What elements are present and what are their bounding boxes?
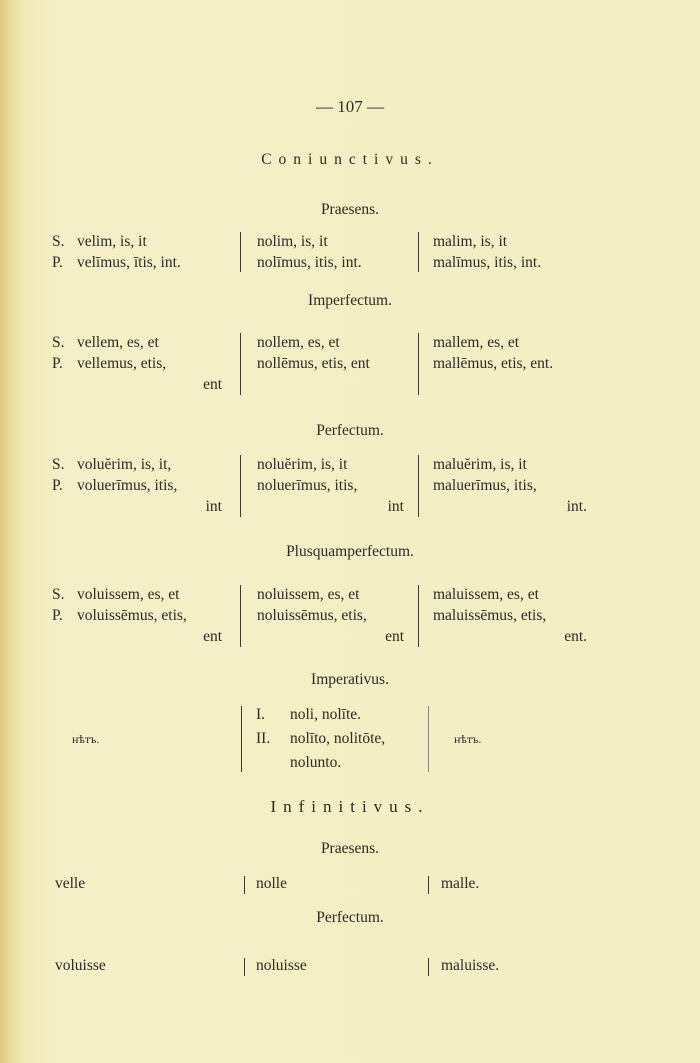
imperativus-nolle-text: noli, nolīte. <box>290 706 362 723</box>
imperativus-nolle-text: nolunto. <box>290 754 342 771</box>
column-divider <box>418 585 419 647</box>
column-divider <box>428 876 429 894</box>
column-divider <box>418 232 419 272</box>
form-malle: maluĕrim, is, it <box>433 456 527 473</box>
form-nolle: nollēmus, etis, ent <box>257 355 370 372</box>
form-malle: maluerīmus, itis, <box>433 477 537 494</box>
form-velle: vellem, es, et <box>77 334 159 351</box>
imperativus-nolle-text: nolīto, nolitōte, <box>290 730 386 747</box>
form-velle: voluissem, es, et <box>77 586 180 603</box>
column-divider <box>240 232 241 272</box>
tense-heading: Perfectum. <box>316 422 384 439</box>
form-velle: velim, is, it <box>77 233 147 250</box>
column-divider <box>244 876 245 894</box>
column-divider <box>428 958 429 976</box>
section-heading-coniunctivus: Coniunctivus. <box>261 151 439 168</box>
form-velle: velīmus, ītis, int. <box>77 254 181 271</box>
form-malle-ending: ent. <box>564 628 587 645</box>
form-nolle: noluerīmus, itis, <box>257 477 358 494</box>
infinitivus-nolle: noluisse <box>256 957 307 974</box>
infinitivus-velle: voluisse <box>55 957 106 974</box>
page-number: — 107 — <box>316 97 384 116</box>
form-velle: voluerīmus, itis, <box>77 477 178 494</box>
column-divider <box>240 333 241 395</box>
row-label: S. <box>52 334 65 351</box>
infinitivus-nolle: nolle <box>256 875 287 892</box>
form-velle-ending: ent <box>203 628 222 645</box>
row-label: P. <box>52 607 63 624</box>
row-label: S. <box>52 233 65 250</box>
form-malle: maluissem, es, et <box>433 586 539 603</box>
section-heading-infinitivus: Infinitivus. <box>270 797 430 816</box>
form-velle-ending: ent <box>203 376 222 393</box>
column-divider <box>428 706 429 772</box>
tense-heading: Imperfectum. <box>308 292 392 309</box>
form-velle: voluĕrim, is, it, <box>77 456 172 473</box>
row-label: P. <box>52 477 63 494</box>
form-malle-ending: int. <box>566 498 587 515</box>
form-malle: maluissēmus, etis, <box>433 607 547 624</box>
column-divider <box>241 706 242 772</box>
tense-heading: Perfectum. <box>316 909 384 926</box>
column-divider <box>244 958 245 976</box>
form-nolle: nolim, is, it <box>257 233 328 250</box>
row-label: S. <box>52 456 65 473</box>
row-label: P. <box>52 355 63 372</box>
form-nolle: nolīmus, itis, int. <box>257 254 362 271</box>
column-divider <box>418 333 419 395</box>
imperativus-malle: нѣтъ. <box>454 732 482 746</box>
form-malle: mallēmus, etis, ent. <box>433 355 554 372</box>
infinitivus-velle: velle <box>55 875 86 892</box>
column-divider <box>240 585 241 647</box>
form-nolle: noluissēmus, etis, <box>257 607 367 624</box>
tense-heading: Praesens. <box>320 840 380 857</box>
form-nolle: noluissem, es, et <box>257 586 360 603</box>
imperativus-nolle-label: I. <box>256 706 266 723</box>
form-velle: voluissēmus, etis, <box>77 607 187 624</box>
form-malle: malīmus, itis, int. <box>433 254 542 271</box>
column-divider <box>240 455 241 517</box>
form-malle: mallem, es, et <box>433 334 520 351</box>
row-label: P. <box>52 254 63 271</box>
imperativus-velle: нѣтъ. <box>72 732 100 746</box>
form-nolle: nollem, es, et <box>257 334 340 351</box>
form-nolle-ending: int <box>387 498 404 515</box>
imperativus-nolle-label: II. <box>256 730 271 747</box>
form-velle-ending: int <box>205 498 222 515</box>
tense-heading: Plusquamperfectum. <box>286 543 414 560</box>
form-malle: malim, is, it <box>433 233 508 250</box>
infinitivus-malle: malle. <box>441 875 480 892</box>
infinitivus-malle: maluisse. <box>441 957 500 974</box>
row-label: S. <box>52 586 65 603</box>
tense-heading: Praesens. <box>320 201 380 218</box>
column-divider <box>418 455 419 517</box>
form-velle: vellemus, etis, <box>77 355 167 372</box>
form-nolle-ending: ent <box>385 628 404 645</box>
section-heading-imperativus: Imperativus. <box>311 671 389 688</box>
form-nolle: noluĕrim, is, it <box>257 456 348 473</box>
